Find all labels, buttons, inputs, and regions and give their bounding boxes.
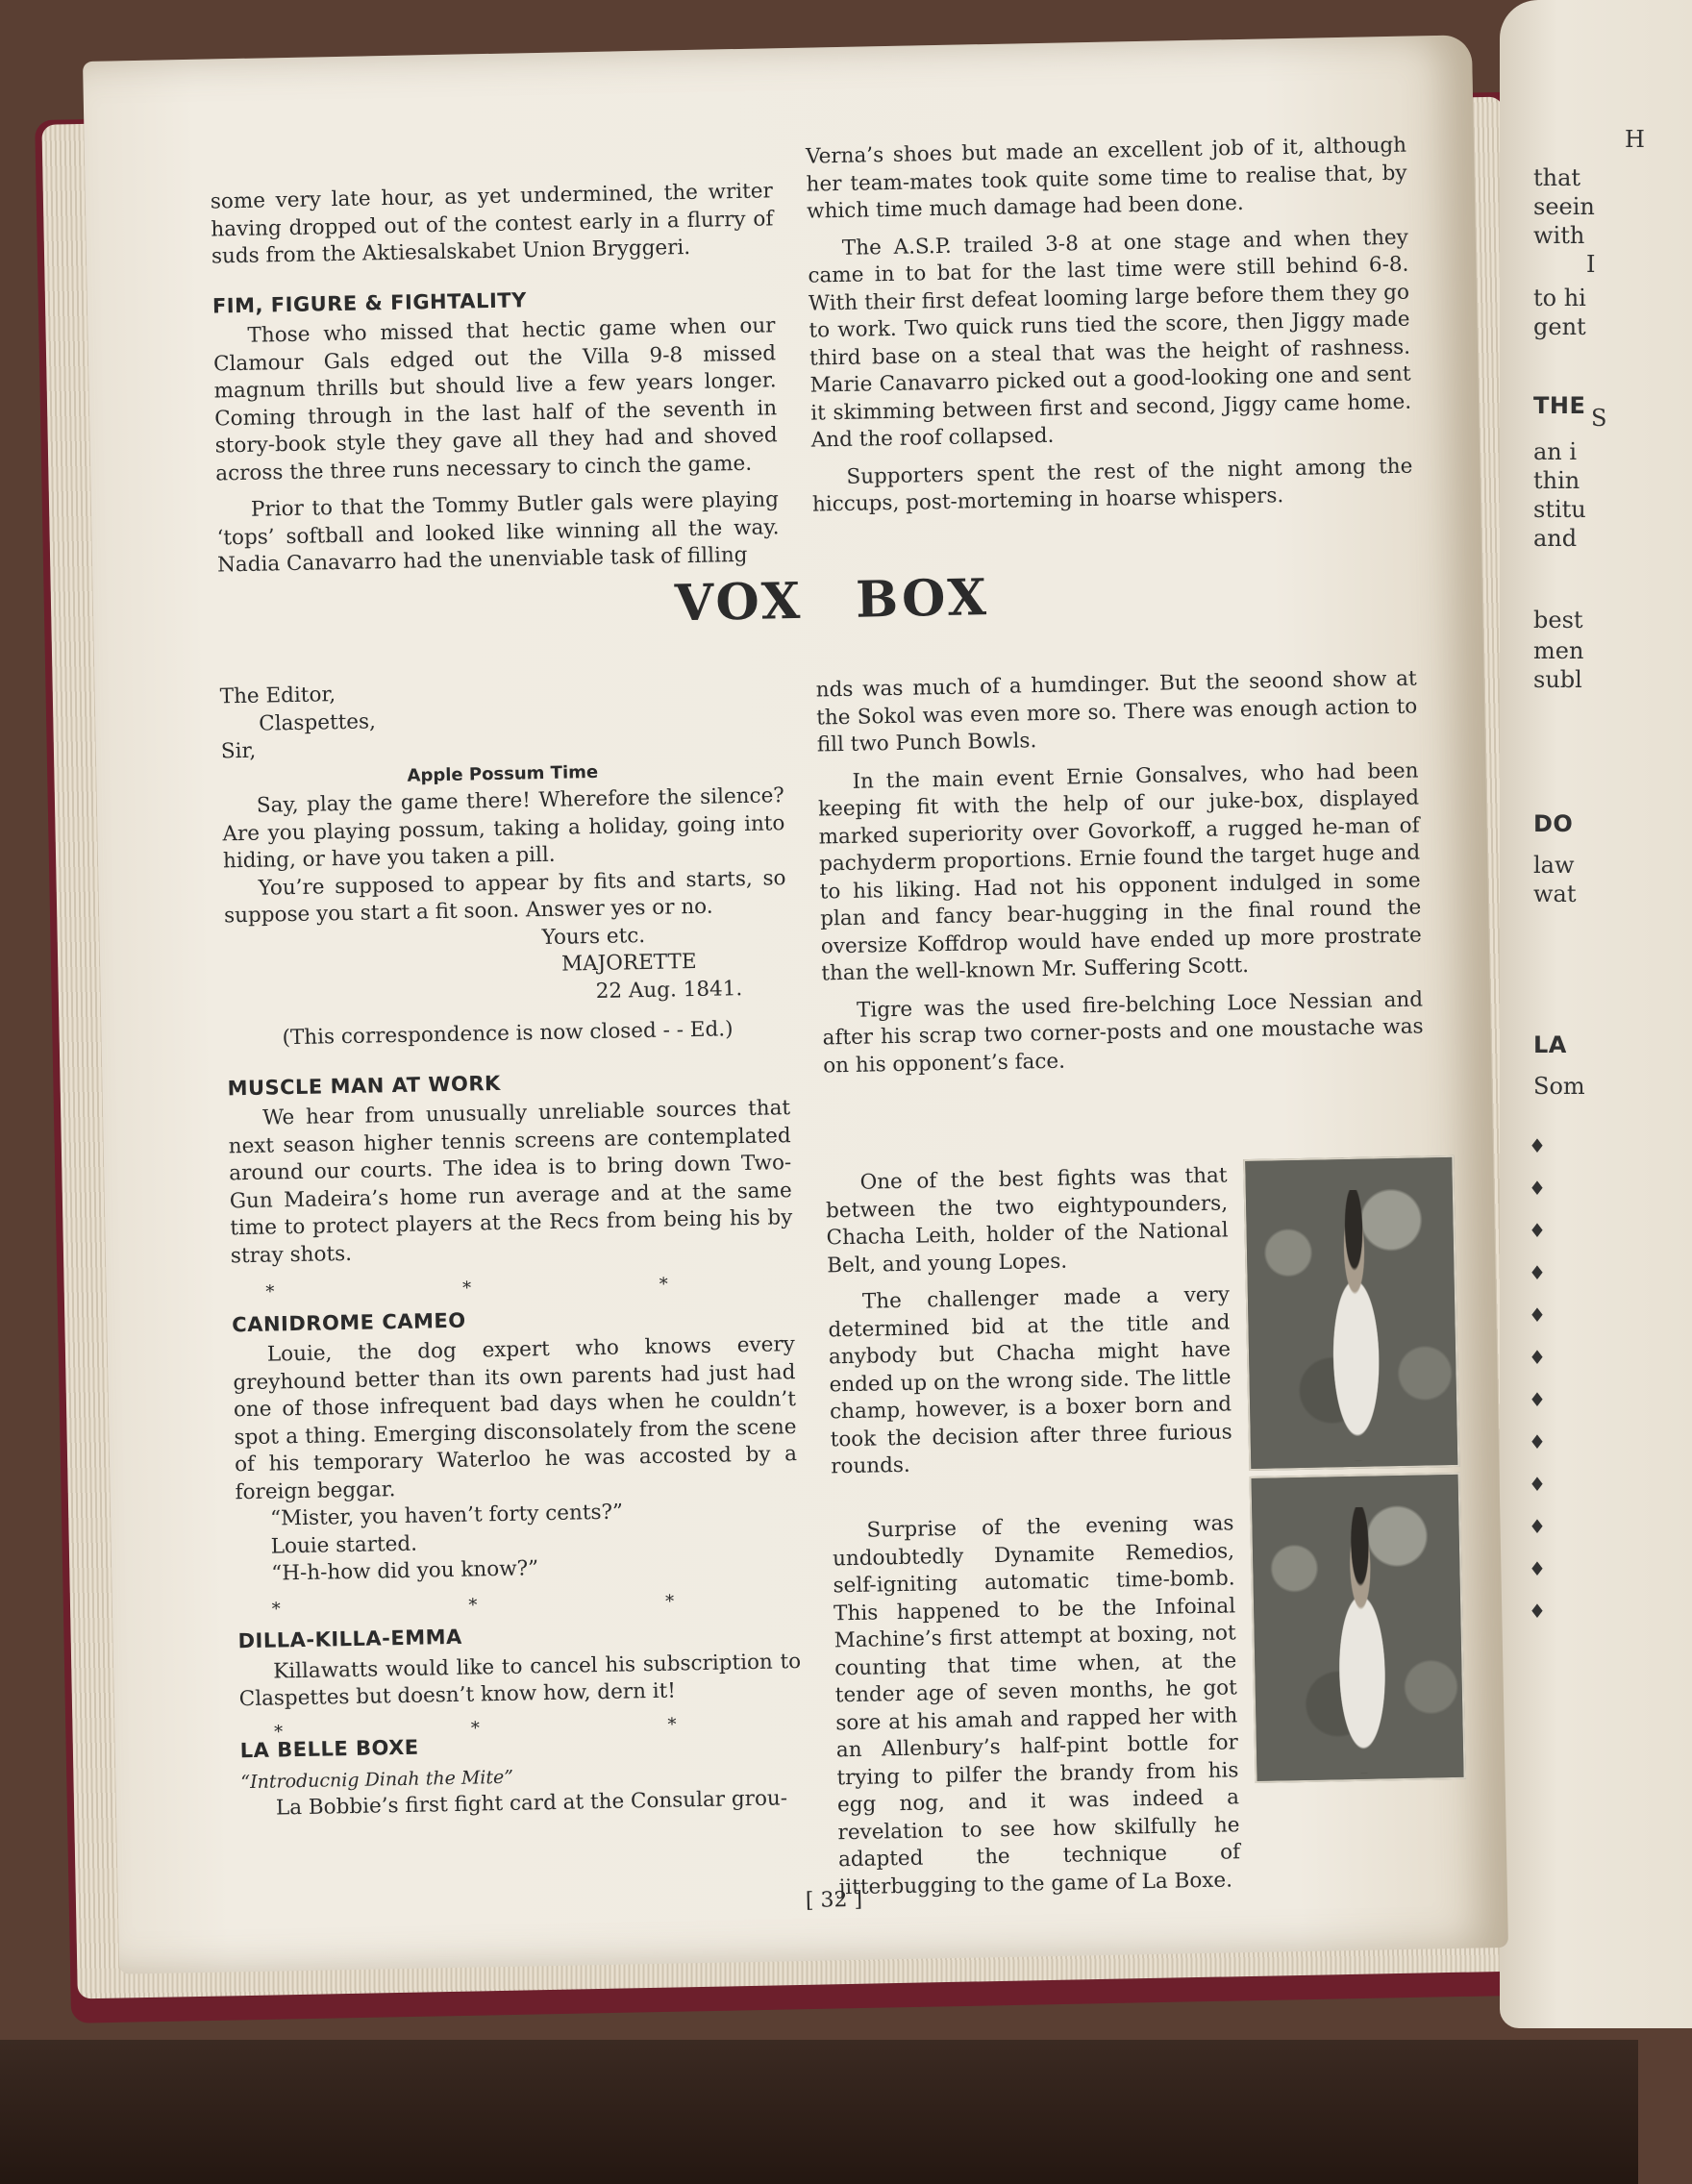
left-column-top	[211, 178, 781, 589]
quote-line: “Mister, you haven’t forty cents?”	[269, 1500, 624, 1531]
paragraph: Louie, the dog expert who knows every greyhound better than its own parents had just had one of those infrequent bad days when he couldn’t spot a thing. Emerging disconsolately from the scene of his temporary Waterloo he was accosted by a foreign beggar.	[233, 1332, 798, 1504]
paragraph: We hear from unusually unreliable sources that next season higher tennis screens are contemplated around our courts. The idea is to bring down Two-Gun Madeira’s home run average and at the same time to protect players at the Recs from being his by stray shots.	[228, 1096, 793, 1268]
paragraph: The challenger made a very determined bid at the title and anybody but Chacha might have ended up on the wrong side. The little champ, however, is a boxer born and took the decision after three furious rounds.	[828, 1282, 1232, 1479]
paragraph: The A.S.P. trailed 3-8 at one stage and when they came in to bat for the last time were still behind 6-8. With their first defeat looming large before them they go to work. Two quick runs tied the score, then Jiggy made third base on a steal that was the height of rashness. Marie Canavarro picked out a good-looking one and sent it skimming between first and second, Jiggy came home. And the roof collapsed.	[808, 225, 1412, 453]
letter-salutation: Sir,	[220, 738, 257, 764]
facing-fragment: men	[1533, 637, 1584, 664]
letter-paragraph: You’re supposed to appear by fits and starts, so suppose you start a fit soon. Answer yes or no.	[223, 865, 786, 929]
right-column-bottom	[815, 666, 1424, 1090]
section-heading: CANIDROME CAMEO	[232, 1308, 466, 1336]
paragraph: nds was much of a humdinger. But the seoond show at the Sokol was even more so. There was enough action to fill two Punch Bowls.	[815, 666, 1418, 757]
section-divider: * * *	[273, 1712, 768, 1743]
boxer-photo	[1243, 1155, 1459, 1471]
subtitle: “Introducnig Dinah the Mite”	[240, 1766, 514, 1793]
facing-fragment: S	[1591, 405, 1607, 432]
letter-date: 22 Aug. 1841.	[595, 976, 743, 1004]
facing-fragment: that	[1533, 164, 1581, 191]
page-number: [ 32 ]	[805, 1887, 863, 1913]
facing-fragment: H	[1625, 126, 1645, 153]
section-heading: DILLA-KILLA-EMMA	[237, 1625, 462, 1653]
facing-fragment: Som	[1533, 1073, 1585, 1100]
section-divider: * * *	[265, 1272, 759, 1303]
paragraph: In the main event Ernie Gonsalves, who had been keeping fit with the help of our juke-box, displayed marked superiority over Govorkoff, a rugged he-man of pachyderm proportions. Ernie found the target huge and to his liking. Had not his opponent indulged in some plan and fancy bear-hugging in the final round the oversize Koffdrop would have ended up more prostrate than the well-known Mr. Suffering Scott.	[817, 758, 1422, 986]
section-divider: * * *	[271, 1589, 766, 1620]
letter-salutation: The Editor,	[219, 682, 336, 709]
facing-fragment: wat	[1533, 881, 1577, 907]
section-heading: FIM, FIGURE & FIGHTALITY	[212, 287, 527, 318]
letter-title: Apple Possum Time	[407, 761, 599, 786]
quote-line: Louie started.	[270, 1531, 418, 1559]
facing-fragment: with	[1533, 222, 1585, 249]
desk-surface	[0, 2040, 1638, 2184]
right-column-beside-photos	[825, 1162, 1232, 1490]
facing-page	[1500, 0, 1692, 2028]
paragraph: La Bobbie’s first fight card at the Consular grou-	[275, 1786, 788, 1821]
vox-box-title	[674, 567, 1042, 633]
letter-signature: MAJORETTE	[560, 949, 697, 977]
paragraph: Those who missed that hectic game when our Clamour Gals edged out the Villa 9-8 missed magnum thrills but should live a few years longer. Coming through in the last half of the seventh in story-book style they gave all they had and shoved across the three runs necessary to cinch the game.	[212, 313, 778, 485]
section-heading: MUSCLE MAN AT WORK	[227, 1071, 502, 1100]
facing-heading: THE	[1533, 392, 1586, 419]
facing-fragment: thin	[1533, 467, 1580, 494]
right-column-final	[832, 1510, 1241, 1911]
facing-fragment: an i	[1533, 438, 1578, 465]
intro-paragraph: some very late hour, as yet undermined, the writer having dropped out of the contest early in a flurry of suds from the Aktiesalskabet Union Bryggeri.	[210, 179, 774, 269]
facing-fragment: gent	[1533, 313, 1586, 340]
paragraph: Supporters spent the rest of the night among the hiccups, post-morteming in hoarse whispers.	[811, 454, 1413, 517]
quote-line: “H-h-how did you know?”	[271, 1556, 539, 1586]
letter-closing: Yours etc.	[541, 923, 646, 950]
facing-heading: LA	[1533, 1031, 1567, 1058]
facing-fragment: stitu	[1533, 496, 1586, 523]
title-word: VOX	[674, 571, 804, 633]
editor-note: (This correspondence is now closed - - Ed.)	[282, 1017, 734, 1051]
magazine-page	[83, 35, 1508, 1973]
letter-salutation: Claspettes,	[259, 708, 377, 736]
facing-heading: DO	[1533, 810, 1574, 837]
title-word: BOX	[855, 568, 990, 630]
facing-fragment: subl	[1533, 666, 1582, 693]
left-column-bottom	[219, 673, 804, 1824]
facing-fragment: I	[1586, 251, 1596, 278]
section-heading: LA BELLE BOXE	[239, 1735, 419, 1763]
facing-fragment: and	[1533, 525, 1578, 552]
boxer-photo	[1250, 1473, 1466, 1783]
facing-fragment: seein	[1533, 193, 1595, 220]
letter-paragraph: Say, play the game there! Wherefore the silence? Are you playing possum, taking a holiday, going into hiding, or have you taken a pill.	[222, 783, 785, 874]
paragraph: Killawatts would like to cancel his subscription to Claspettes but doesn’t know how, dern it!	[238, 1649, 802, 1712]
facing-fragment: law	[1533, 852, 1575, 879]
facing-bullet-list: ♦ ♦ ♦ ♦ ♦ ♦ ♦ ♦ ♦ ♦ ♦ ♦	[1529, 1134, 1546, 1623]
right-column-top	[806, 133, 1414, 529]
facing-fragment: to hi	[1533, 285, 1586, 311]
paragraph: Verna’s shoes but made an excellent job of it, although her team-mates took quite some time to realise that, by which time much damage had been done.	[805, 133, 1407, 224]
paragraph: Surprise of the evening was undoubtedly Dynamite Remedios, self-igniting automatic time-bomb. This happened to be the Infoinal Machine’s first attempt at boxing, not counting that time when, at the tender age of seven months, he got sore at his amah and rapped her with an Allenbury’s half-pint bottle for trying to pilfer the brandy from his egg nog, and it was indeed a revelation to see how skilfully he adapted the technique of jitterbugging to the game of La Boxe.	[832, 1511, 1241, 1899]
paragraph: One of the best fights was that between the two eightypounders, Chacha Leith, holder of the National Belt, and young Lopes.	[825, 1163, 1229, 1278]
paragraph: Tigre was the used fire-belching Loce Nessian and after his scrap two corner-posts and one moustache was on his opponent’s face.	[822, 986, 1424, 1078]
facing-fragment: best	[1533, 607, 1583, 633]
paragraph: Prior to that the Tommy Butler gals were playing ‘tops’ softball and looked like winning all the way. Nadia Canavarro had the unenviable task of filling	[216, 487, 780, 578]
